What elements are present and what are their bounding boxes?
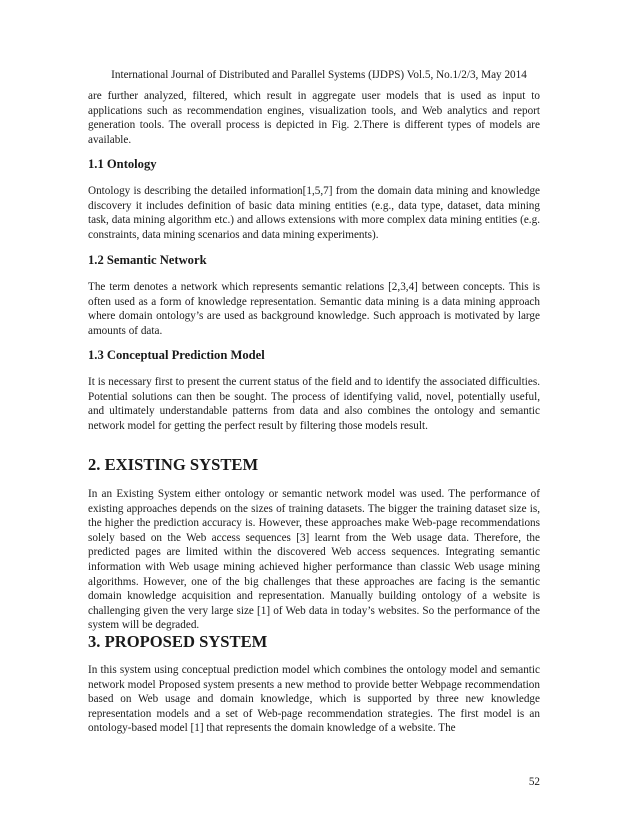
paragraph-conceptual-prediction-model: It is necessary first to present the current status of the field and to identify the associated difficulties. Potential solutions can then be sought. The process of identifying valid, novel, potentially useful, and ultimately understandable patterns from data and also combines the ontology and semantic network model for getting the perfect result by filtering those models result.	[88, 376, 540, 432]
heading-conceptual-prediction-model: 1.3 Conceptual Prediction Model	[88, 348, 265, 362]
paragraph-ontology: Ontology is describing the detailed information[1,5,7] from the domain data mining and knowledge discovery it includes definition of basic data mining entities (e.g., data type, dataset, data mining task, data mining algorithm etc.) and allows extensions with more complex data mining entities (e.g. constraints, data mining scenarios and data mining experiments).	[88, 185, 540, 241]
heading-existing-system: 2. EXISTING SYSTEM	[88, 455, 259, 474]
paragraph-existing-system: In an Existing System either ontology or semantic network model was used. The performance of existing approaches depends on the sizes of training datasets. The bigger the training dataset size is, the higher the prediction accuracy is. However, these approaches make Web-page recommendations solely based on the Web access sequences [3] learnt from the Web usage data. Therefore, the predicted pages are limited within the discovered Web access sequences. Integrating semantic information with Web usage mining achieved higher performance than classic Web usage mining algorithms. However, one of the big challenges that these approaches are facing is the semantic domain knowledge acquisition and representation. Manually building ontology of a website is challenging given the very large size [1] of Web data in today’s websites. So the performance of the system will be degraded.	[88, 488, 540, 632]
intro-paragraph: are further analyzed, filtered, which result in aggregate user models that is used as input to applications such as recommendation engines, visualization tools, and Web analytics and report generation tools. The overall process is depicted in Fig. 2.There is different types of models are available.	[88, 90, 540, 146]
paragraph-semantic-network: The term denotes a network which represents semantic relations [2,3,4] between concepts. This is often used as a form of knowledge representation. Semantic data mining is a data mining approach where domain ontology’s are used as background knowledge. Such approach is motivated by large amounts of data.	[88, 281, 540, 337]
heading-proposed-system: 3. PROPOSED SYSTEM	[88, 632, 268, 651]
heading-semantic-network: 1.2 Semantic Network	[88, 253, 207, 267]
heading-ontology: 1.1 Ontology	[88, 157, 157, 171]
page-number: 52	[528, 776, 540, 788]
paragraph-proposed-system: In this system using conceptual prediction model which combines the ontology model and semantic network model Proposed system presents a new method to provide better Webpage recommendation based on Web usage and domain knowledge, which is supported by three new knowledge representation models and a set of Web-page recommendation strategies. The first model is an ontology-based model [1] that represents the domain knowledge of a website. The	[88, 664, 540, 735]
running-header: International Journal of Distributed and Parallel Systems (IJDPS) Vol.5, No.1/2/3, May 2014	[111, 69, 527, 81]
